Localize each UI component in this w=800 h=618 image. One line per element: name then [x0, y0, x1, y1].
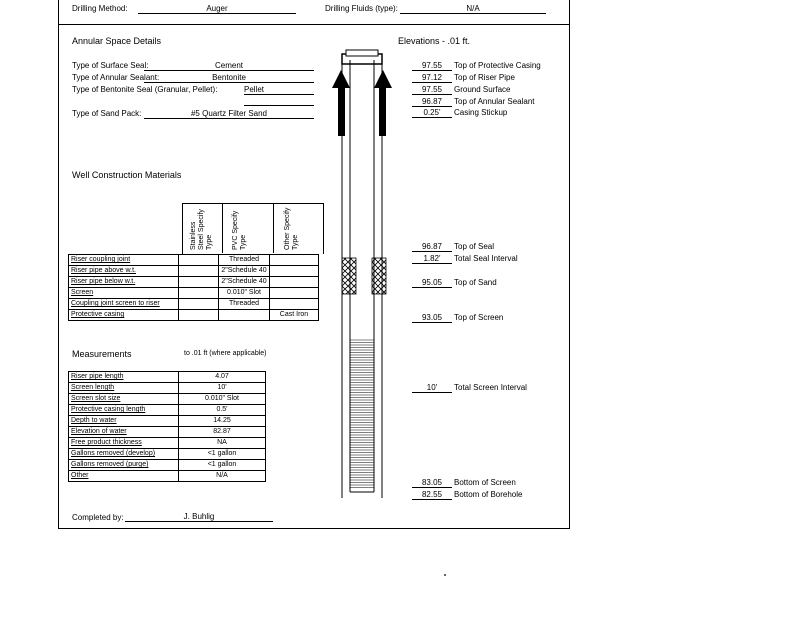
elevation-value: 97.55: [412, 85, 452, 95]
construction-cell-ss: [179, 299, 219, 310]
construction-cell-label: Screen: [69, 288, 179, 299]
measurement-value: 0.5': [179, 405, 266, 416]
annular-row-value: Pellet: [244, 85, 314, 95]
measurement-row: [69, 383, 266, 394]
elevation-label: Bottom of Screen: [454, 478, 516, 487]
elevation-value: 96.87: [412, 97, 452, 107]
elevation-label: Top of Seal: [454, 242, 495, 251]
construction-heading: Well Construction Materials: [72, 170, 182, 180]
elevation-label: Top of Protective Casing: [454, 61, 541, 70]
construction-cell-other: [270, 255, 319, 266]
drilling-method-value: Auger: [138, 4, 296, 14]
annular-heading: Annular Space Details: [72, 36, 162, 46]
construction-cell-pvc: 2"Schedule 40: [219, 277, 270, 288]
construction-row: [69, 310, 319, 321]
drilling-method-label: Drilling Method:: [72, 4, 128, 13]
measurement-label: Gallons removed (purge): [69, 460, 179, 471]
measurement-label: Elevation of water: [69, 427, 179, 438]
measurement-value: 4.07: [179, 372, 266, 383]
construction-cell-label: Coupling joint screen to riser: [69, 299, 179, 310]
seal-left: [342, 258, 356, 294]
elevation-value: 97.12: [412, 73, 452, 83]
measurement-row: [69, 438, 266, 449]
elevation-value: 95.05: [412, 278, 452, 288]
elevation-label: Casing Stickup: [454, 108, 508, 117]
top-divider: [58, 24, 570, 25]
construction-cell-pvc: Threaded: [219, 255, 270, 266]
annular-blank-line: [244, 105, 314, 106]
annular-row-label: Type of Sand Pack:: [72, 109, 142, 118]
annular-row-label: Type of Surface Seal:: [72, 61, 149, 70]
construction-row: [69, 277, 319, 288]
elevation-value: 93.05: [412, 313, 452, 323]
measurement-row: [69, 460, 266, 471]
measurement-row: [69, 394, 266, 405]
measurement-label: Free product thickness: [69, 438, 179, 449]
completed-value: J. Buhlig: [125, 512, 273, 522]
construction-row: [69, 255, 319, 266]
construction-table: [68, 254, 319, 321]
surface-seal-right: [374, 70, 392, 88]
construction-cell-other: [270, 288, 319, 299]
measurements-heading: Measurements: [72, 349, 132, 359]
elevation-value: 97.55: [412, 61, 452, 71]
elevation-value: 96.87: [412, 242, 452, 252]
protective-casing-top: [346, 50, 378, 56]
measurement-label: Gallons removed (develop): [69, 449, 179, 460]
measurement-value: 10': [179, 383, 266, 394]
measurement-value: 14.25: [179, 416, 266, 427]
elevation-label: Top of Sand: [454, 278, 497, 287]
construction-cell-pvc: 2"Schedule 40: [219, 266, 270, 277]
annular-row-value: Cement: [144, 61, 314, 71]
construction-header-other: Other Specify Type: [284, 207, 299, 250]
measurement-label: Screen length: [69, 383, 179, 394]
measurement-value: 0.010" Slot: [179, 394, 266, 405]
measurement-value: <1 gallon: [179, 460, 266, 471]
construction-row: [69, 288, 319, 299]
construction-cell-ss: [179, 277, 219, 288]
measurement-label: Screen slot size: [69, 394, 179, 405]
drilling-fluids-value: N/A: [400, 4, 546, 14]
surface-seal-left: [332, 70, 350, 88]
construction-cell-ss: [179, 288, 219, 299]
measurements-note: to .01 ft (where applicable): [184, 350, 267, 357]
measurement-row: [69, 449, 266, 460]
construction-cell-label: Riser pipe below w.t.: [69, 277, 179, 288]
screen-slots: [350, 340, 374, 488]
measurement-label: Riser pipe length: [69, 372, 179, 383]
construction-cell-ss: [179, 310, 219, 321]
well-diagram: [330, 46, 394, 506]
measurement-label: Protective casing length: [69, 405, 179, 416]
annular-row-label: Type of Bentonite Seal (Granular, Pellet):: [72, 85, 218, 94]
measurement-row: [69, 372, 266, 383]
construction-cell-pvc: 0.010" Slot: [219, 288, 270, 299]
measurement-value: NA: [179, 438, 266, 449]
construction-cell-other: [270, 266, 319, 277]
construction-cell-pvc: [219, 310, 270, 321]
elevation-label: Total Screen Interval: [454, 383, 527, 392]
annular-row-label: Type of Annular Sealant:: [72, 73, 160, 82]
construction-row: [69, 266, 319, 277]
construction-header-pvc: PVC Specify Type: [232, 210, 247, 250]
seal-right: [372, 258, 386, 294]
measurement-value: <1 gallon: [179, 449, 266, 460]
elevation-label: Ground Surface: [454, 85, 511, 94]
annular-row-value: Bentonite: [144, 73, 314, 83]
construction-cell-other: [270, 277, 319, 288]
measurements-table: [68, 371, 266, 482]
elevation-label: Top of Screen: [454, 313, 504, 322]
measurement-row: [69, 427, 266, 438]
elevation-label: Total Seal Interval: [454, 254, 518, 263]
elevation-label: Top of Riser Pipe: [454, 73, 515, 82]
construction-cell-ss: [179, 266, 219, 277]
elevations-heading: Elevations - .01 ft.: [398, 36, 471, 46]
elevation-value: 83.05: [412, 478, 452, 488]
measurement-label: Other: [69, 471, 179, 482]
construction-cell-label: Protective casing: [69, 310, 179, 321]
construction-cell-other: Cast Iron: [270, 310, 319, 321]
measurement-value: 82.87: [179, 427, 266, 438]
elevation-label: Top of Annular Sealant: [454, 97, 535, 106]
completed-label: Completed by:: [72, 513, 124, 522]
elevation-label: Bottom of Borehole: [454, 490, 523, 499]
measurement-label: Depth to water: [69, 416, 179, 427]
construction-cell-ss: [179, 255, 219, 266]
construction-cell-other: [270, 299, 319, 310]
construction-row: [69, 299, 319, 310]
annular-row-value: #5 Quartz Filter Sand: [144, 109, 314, 119]
elevation-value: 82.55: [412, 490, 452, 500]
construction-header-div-1: [222, 203, 223, 253]
construction-cell-label: Riser pipe above w.t.: [69, 266, 179, 277]
elevation-value: 0.25': [412, 108, 452, 118]
measurement-value: N/A: [179, 471, 266, 482]
construction-header-div-2: [273, 203, 274, 253]
construction-cell-pvc: Threaded: [219, 299, 270, 310]
measurement-row: [69, 405, 266, 416]
elevation-value: 10': [412, 383, 452, 393]
construction-header-ss: Stainless Steel Specify Type: [190, 209, 213, 250]
construction-cell-label: Riser coupling joint: [69, 255, 179, 266]
measurement-row: [69, 416, 266, 427]
drilling-fluids-label: Drilling Fluids (type):: [325, 4, 398, 13]
elevation-value: 1.82': [412, 254, 452, 264]
stray-dot: [444, 574, 446, 576]
measurement-row: [69, 471, 266, 482]
